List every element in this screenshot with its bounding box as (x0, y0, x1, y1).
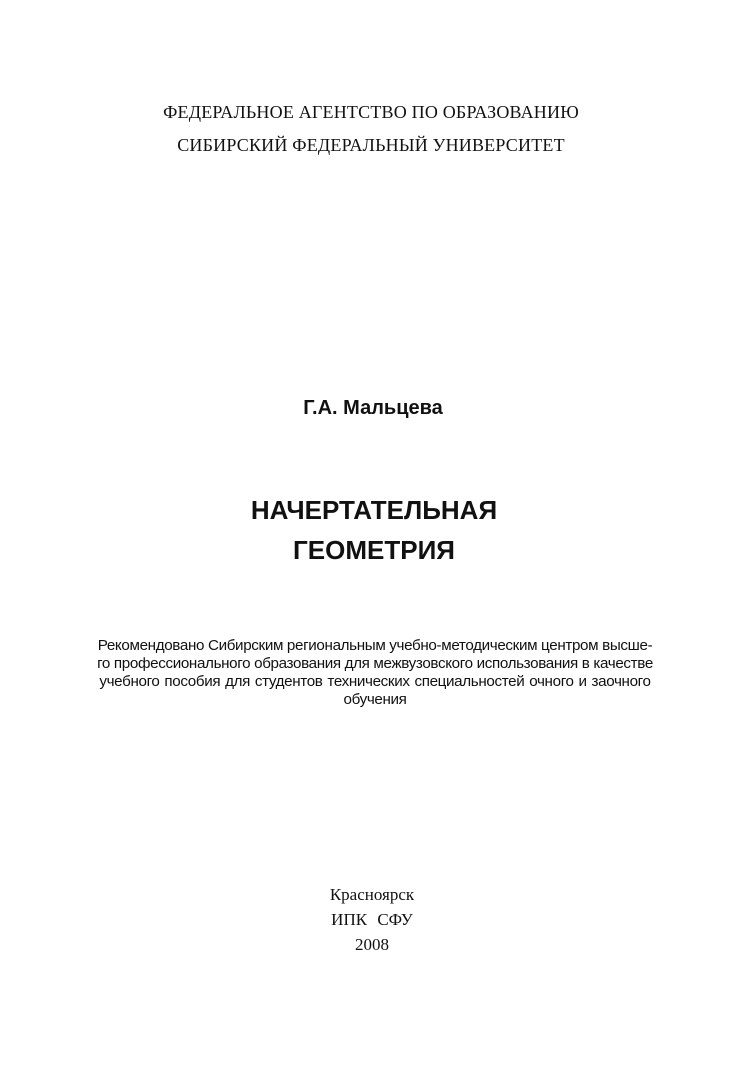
recommendation-line: Рекомендовано Сибирским региональным учебно-методическим центром высше- (97, 637, 653, 654)
author-name: Г.А. Мальцева (303, 397, 443, 419)
book-title-line-2: ГЕОМЕТРИЯ (293, 535, 455, 565)
imprint-city: Красноярск (329, 885, 415, 904)
book-title-line-1: НАЧЕРТАТЕЛЬНАЯ (250, 495, 498, 525)
recommendation-line: го профессионального образования для межвузовского использования в качестве (97, 655, 653, 672)
agency-name: ФЕДЕРАЛЬНОЕ АГЕНТСТВО ПО ОБРАЗОВАНИЮ (163, 102, 579, 122)
recommendation-line: обучения (343, 691, 407, 708)
imprint-year: 2008 (355, 935, 389, 954)
recommendation-line: учебного пособия для студентов технических специальностей очного и заочного (99, 673, 651, 690)
imprint-publisher: ИПК СФУ (331, 910, 413, 929)
university-name: СИБИРСКИЙ ФЕДЕРАЛЬНЫЙ УНИВЕРСИТЕТ (177, 135, 565, 155)
